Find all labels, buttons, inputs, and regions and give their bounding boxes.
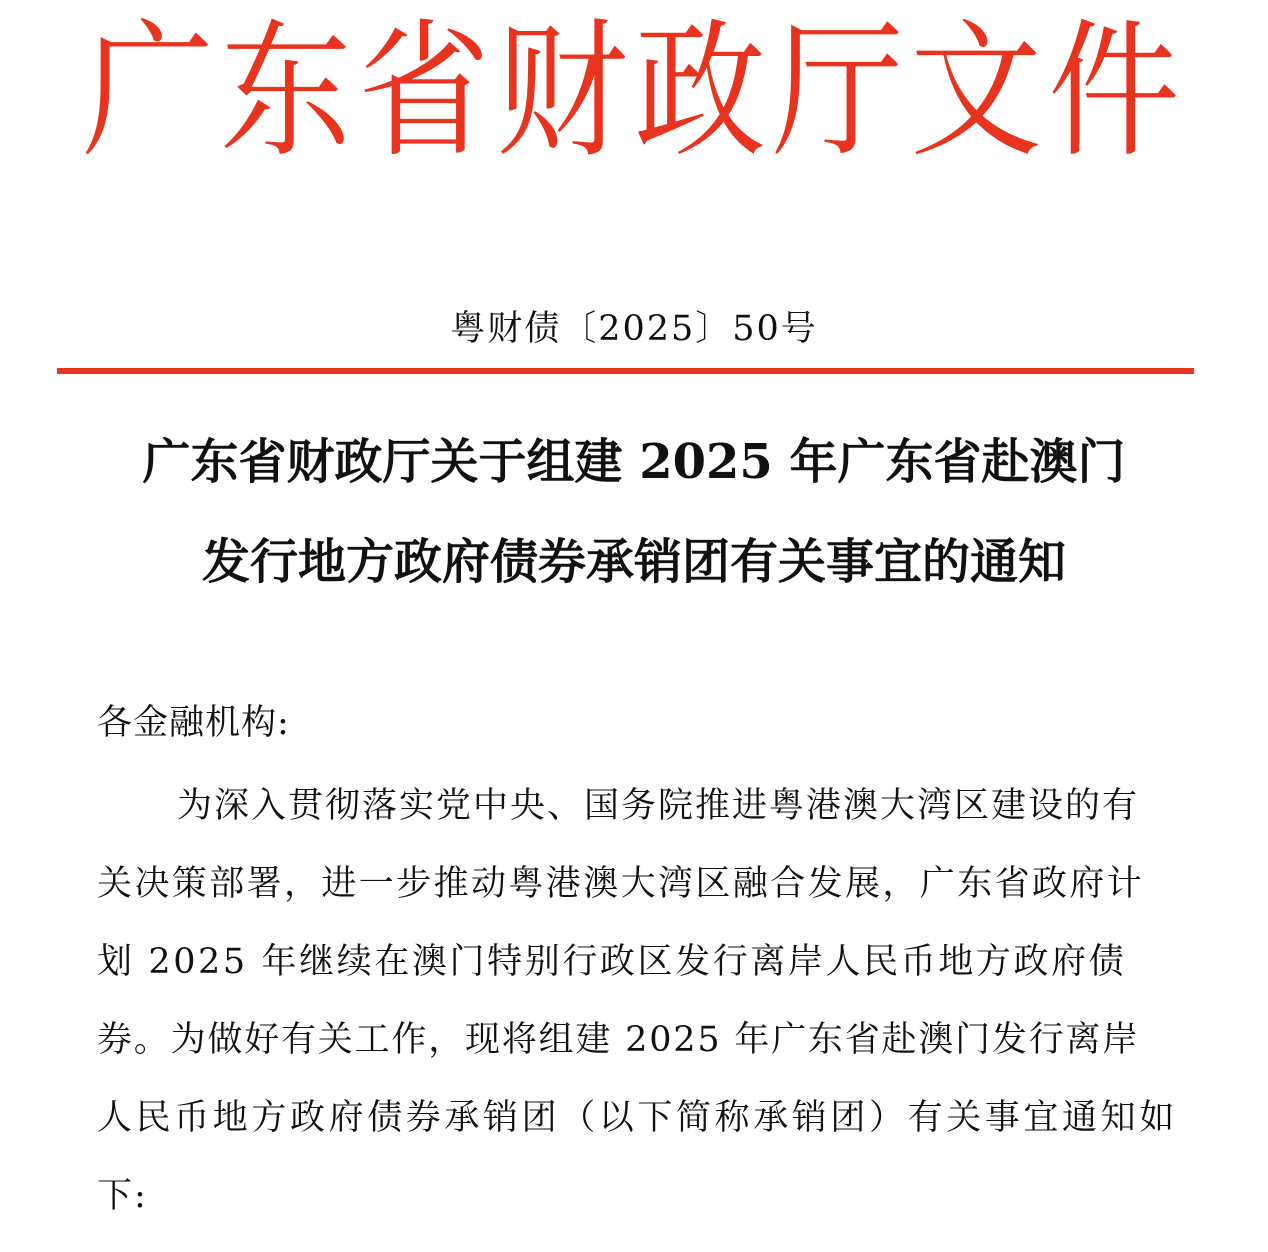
masthead-title: 广东省财政厅文件 [82,5,1186,179]
salutation: 各金融机构: [97,703,290,743]
body-line-3: 划 2025 年继续在澳门特别行政区发行离岸人民币地方政府债 [97,942,1127,982]
notice-body [97,776,1197,1244]
notice-title [70,434,1198,638]
body-line-6: 下: [97,1176,148,1216]
body-line-1: 为深入贯彻落实党中央、国务院推进粤港澳大湾区建设的有 [177,786,1140,826]
body-line-4: 券。为做好有关工作，现将组建 2025 年广东省赴澳门发行离岸 [97,1020,1140,1060]
notice-title-line-1: 广东省财政厅关于组建 2025 年广东省赴澳门 [142,434,1126,490]
document-number: 粤财债〔2025〕50号 [450,309,818,349]
body-line-2: 关决策部署，进一步推动粤港澳大湾区融合发展，广东省政府计 [97,864,1145,904]
red-separator-rule [57,368,1194,374]
notice-title-line-2: 发行地方政府债券承销团有关事宜的通知 [201,534,1066,590]
body-line-5: 人民币地方政府债券承销团（以下简称承销团）有关事宜通知如 [97,1098,1178,1138]
